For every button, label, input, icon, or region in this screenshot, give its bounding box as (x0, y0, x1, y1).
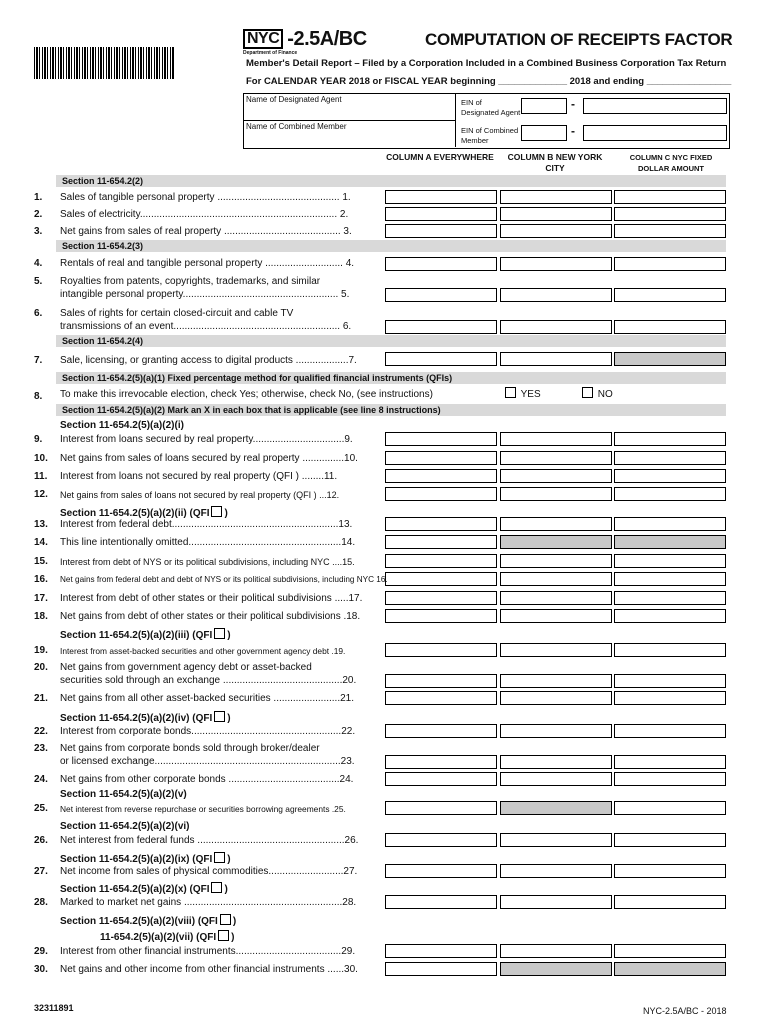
line-number: 17. (34, 593, 48, 604)
amount-field[interactable] (385, 554, 497, 568)
line-28-label: Marked to market net gains .........................................................28. (60, 897, 357, 908)
line-27-label: Net income from sales of physical commodities...........................27. (60, 866, 358, 877)
line-23-label: Net gains from corporate bonds sold through broker/dealer (60, 743, 320, 754)
line-number: 5. (34, 276, 43, 287)
amount-field[interactable] (500, 674, 612, 688)
line-10-label: Net gains from sales of loans secured by real property ...............10. (60, 453, 358, 464)
line-21-label: Net gains from all other asset-backed securities ........................21. (60, 693, 355, 704)
line-number: 11. (34, 471, 48, 482)
form-id: -2.5A/BC (287, 28, 367, 50)
line-5-label-cont: intangible personal property........................................................ 5. (60, 289, 350, 300)
line-number: 1. (34, 192, 43, 203)
amount-field[interactable] (385, 591, 497, 605)
subsection-label: Section 11-654.2(5)(a)(2)(iv) (QFI (60, 713, 213, 724)
amount-field[interactable] (614, 288, 726, 302)
line-13-label: Interest from federal debt............................................................13. (60, 519, 353, 530)
amount-field[interactable] (500, 591, 612, 605)
amount-field[interactable] (500, 554, 612, 568)
subsection-title: Section 11-654.2(5)(a)(2)(iv) (QFI ) (60, 713, 231, 724)
line-3-label: Net gains from sales of real property .......................................... 3. (60, 226, 352, 237)
barcode (34, 47, 174, 79)
amount-field[interactable] (385, 724, 497, 738)
ein-dash: - (571, 97, 575, 111)
line-14-label: This line intentionally omitted.......................................................14. (60, 537, 356, 548)
amount-field[interactable] (385, 864, 497, 878)
line-17-label: Interest from debt of other states or their political subdivisions .....17. (60, 593, 363, 604)
amount-field (500, 535, 612, 549)
subsection-title: Section 11-654.2(5)(a)(2)(v) (60, 789, 187, 800)
line-7-label: Sale, licensing, or granting access to digital products ...................7. (60, 355, 357, 366)
nyc-logo: NYC (243, 29, 283, 49)
no-option (580, 387, 613, 400)
amount-field[interactable] (385, 535, 497, 549)
form-code: 32311891 (34, 1003, 74, 1013)
amount-field[interactable] (385, 944, 497, 958)
line-number: 8. (34, 391, 43, 402)
amount-field[interactable] (385, 487, 497, 501)
amount-field[interactable] (500, 288, 612, 302)
subsection-label: 11-654.2(5)(a)(2)(vii) (QFI (100, 932, 217, 943)
line-8-label: To make this irrevocable election, check Yes; otherwise, check No, (see instructions) (60, 389, 433, 400)
line-6-label: Sales of rights for certain closed-circuit and cable TV (60, 308, 294, 319)
amount-field[interactable] (614, 207, 726, 221)
amount-field[interactable] (500, 352, 612, 366)
qfi-checkbox[interactable] (214, 628, 225, 639)
amount-field[interactable] (614, 833, 726, 847)
line-number: 16. (34, 574, 48, 585)
amount-field[interactable] (500, 451, 612, 465)
line-number: 6. (34, 308, 43, 319)
subsection-title: Section 11-654.2(5)(a)(2)(ii) (QFI ) (60, 508, 228, 519)
line-23-label-cont: or licensed exchange...................................................................23. (60, 756, 355, 767)
line-6-label-cont: transmissions of an event............................................................ 6. (60, 321, 352, 332)
no-checkbox[interactable] (582, 387, 593, 398)
amount-field[interactable] (500, 691, 612, 705)
section-header: Section 11-654.2(3) (56, 240, 726, 252)
subsection-label: Section 11-654.2(5)(a)(2)(x) (QFI (60, 884, 210, 895)
amount-field (614, 962, 726, 976)
amount-field[interactable] (614, 554, 726, 568)
amount-field[interactable] (385, 352, 497, 366)
amount-field (500, 801, 612, 815)
line-18-label: Net gains from debt of other states or their political subdivisions .18. (60, 611, 361, 622)
amount-field[interactable] (614, 609, 726, 623)
subsection-title: 11-654.2(5)(a)(2)(vii) (QFI ) (100, 932, 235, 943)
line-number: 9. (34, 434, 43, 445)
qfi-checkbox[interactable] (218, 930, 229, 941)
column-c-header: COLUMN C NYC FIXED DOLLAR AMOUNT (629, 153, 713, 173)
line-24-label: Net gains from other corporate bonds ........................................24. (60, 774, 354, 785)
line-26-label: Net interest from federal funds .....................................................26. (60, 835, 359, 846)
amount-field (614, 352, 726, 366)
subsection-title: Section 11-654.2(5)(a)(2)(vi) (60, 821, 190, 832)
line-number: 12. (34, 489, 48, 500)
line-1-label: Sales of tangible personal property ............................................ 1. (60, 192, 351, 203)
combined-member-label: Name of Combined Member (246, 122, 347, 131)
line-number: 10. (34, 453, 48, 464)
amount-field[interactable] (614, 895, 726, 909)
line-number: 30. (34, 964, 48, 975)
line-20-label: Net gains from government agency debt or asset-backed (60, 662, 312, 673)
line-2-label: Sales of electricity....................................................................... 2. (60, 209, 349, 220)
line-29-label: Interest from other financial instruments......................................29. (60, 946, 356, 957)
amount-field[interactable] (614, 572, 726, 586)
yes-label: YES (520, 389, 541, 400)
qfi-checkbox[interactable] (220, 914, 231, 925)
amount-field[interactable] (500, 224, 612, 238)
line-number: 28. (34, 897, 48, 908)
no-label: NO (597, 389, 613, 400)
amount-field[interactable] (385, 772, 497, 786)
subsection-title: Section 11-654.2(5)(a)(2)(x) (QFI ) (60, 884, 228, 895)
line-number: 2. (34, 209, 43, 220)
subsection-title: Section 11-654.2(5)(a)(2)(iii) (QFI ) (60, 630, 231, 641)
section-header: Section 11-654.2(5)(a)(1) Fixed percentage method for qualified financial instruments (QFIs) (56, 372, 726, 384)
line-15-label: Interest from debt of NYS or its political subdivisions, including NYC ....15. (60, 557, 355, 567)
line-number: 24. (34, 774, 48, 785)
subsection-label: Section 11-654.2(5)(a)(2)(ii) (QFI (60, 508, 210, 519)
department: Department of Finance (243, 50, 298, 56)
amount-field[interactable] (385, 801, 497, 815)
line-number: 25. (34, 803, 48, 814)
amount-field[interactable] (500, 432, 612, 446)
amount-field[interactable] (614, 755, 726, 769)
line-number: 18. (34, 611, 48, 622)
designated-agent-label: Name of Designated Agent (246, 95, 342, 104)
amount-field[interactable] (500, 190, 612, 204)
column-b-header: COLUMN B NEW YORK CITY (507, 152, 603, 173)
amount-field[interactable] (500, 864, 612, 878)
line-number: 29. (34, 946, 48, 957)
line-number: 27. (34, 866, 48, 877)
line-number: 23. (34, 743, 48, 754)
line-12-label: Net gains from sales of loans not secured by real property (QFI ) ...12. (60, 490, 340, 500)
line-5-label: Royalties from patents, copyrights, trademarks, and similar (60, 276, 321, 287)
amount-field[interactable] (500, 833, 612, 847)
amount-field[interactable] (500, 207, 612, 221)
amount-field[interactable] (385, 755, 497, 769)
amount-field[interactable] (500, 469, 612, 483)
form-footer: NYC-2.5A/BC - 2018 (643, 1006, 727, 1016)
section-header: Section 11-654.2(2) (56, 175, 726, 187)
qfi-checkbox[interactable] (211, 506, 222, 517)
amount-field[interactable] (614, 517, 726, 531)
line-number: 7. (34, 355, 43, 366)
amount-field[interactable] (500, 944, 612, 958)
subsection-label: Section 11-654.2(5)(a)(2)(viii) (QFI (60, 916, 218, 927)
qfi-checkbox[interactable] (214, 711, 225, 722)
amount-field[interactable] (385, 224, 497, 238)
qfi-checkbox[interactable] (211, 882, 222, 893)
amount-field[interactable] (385, 643, 497, 657)
amount-field[interactable] (614, 224, 726, 238)
line-number: 19. (34, 645, 48, 656)
form-subtitle: Member's Detail Report – Filed by a Corporation Included in a Combined Business Corporation Tax Return (246, 58, 727, 69)
line-11-label: Interest from loans not secured by real property (QFI ) ........11. (60, 471, 338, 482)
line-number: 22. (34, 726, 48, 737)
line-19-label: Interest from asset-backed securities and other government agency debt .19. (60, 646, 346, 656)
section-header: Section 11-654.2(4) (56, 335, 726, 347)
ein-combined-prefix[interactable] (521, 125, 567, 141)
amount-field[interactable] (614, 487, 726, 501)
amount-field[interactable] (385, 432, 497, 446)
amount-field[interactable] (614, 320, 726, 334)
ein-combined-label: EIN of Combined Member (461, 126, 519, 145)
amount-field[interactable] (614, 674, 726, 688)
subsection-label: Section 11-654.2(5)(a)(2)(ix) (QFI (60, 854, 213, 865)
line-16-label: Net gains from federal debt and debt of NYS or its political subdivisions, including NYC 16. (60, 575, 388, 584)
amount-field[interactable] (614, 772, 726, 786)
amount-field[interactable] (500, 724, 612, 738)
amount-field[interactable] (385, 190, 497, 204)
column-a-header: COLUMN A EVERYWHERE (386, 152, 494, 162)
line-number: 14. (34, 537, 48, 548)
amount-field[interactable] (500, 487, 612, 501)
qfi-checkbox[interactable] (214, 852, 225, 863)
ein-designated-prefix[interactable] (521, 98, 567, 114)
amount-field[interactable] (500, 772, 612, 786)
line-number: 3. (34, 226, 43, 237)
amount-field[interactable] (385, 962, 497, 976)
amount-field[interactable] (614, 691, 726, 705)
amount-field[interactable] (614, 190, 726, 204)
line-20-label-cont: securities sold through an exchange ...........................................20. (60, 675, 357, 686)
amount-field[interactable] (614, 469, 726, 483)
amount-field[interactable] (500, 755, 612, 769)
amount-field[interactable] (614, 724, 726, 738)
amount-field[interactable] (385, 207, 497, 221)
yes-option (503, 387, 541, 400)
ein-combined-suffix[interactable] (583, 125, 727, 141)
amount-field[interactable] (385, 833, 497, 847)
section-header: Section 11-654.2(5)(a)(2) Mark an X in each box that is applicable (see line 8 instructions) (56, 404, 726, 416)
form-title: COMPUTATION OF RECEIPTS FACTOR (425, 30, 733, 49)
amount-field[interactable] (385, 451, 497, 465)
subsection-title: Section 11-654.2(5)(a)(2)(ix) (QFI ) (60, 854, 231, 865)
amount-field[interactable] (500, 257, 612, 271)
amount-field[interactable] (614, 864, 726, 878)
amount-field (500, 962, 612, 976)
amount-field[interactable] (500, 895, 612, 909)
line-25-label: Net interest from reverse repurchase or securities borrowing agreements .25. (60, 804, 346, 814)
amount-field[interactable] (385, 895, 497, 909)
amount-field[interactable] (385, 674, 497, 688)
line-number: 20. (34, 662, 48, 673)
amount-field[interactable] (614, 432, 726, 446)
subsection-label: Section 11-654.2(5)(a)(2)(iii) (QFI (60, 630, 213, 641)
line-number: 13. (34, 519, 48, 530)
amount-field[interactable] (500, 320, 612, 334)
amount-field[interactable] (385, 288, 497, 302)
tax-period: For CALENDAR YEAR 2018 or FISCAL YEAR beginning _____________ 2018 and ending ________________ (246, 76, 732, 87)
amount-field[interactable] (385, 691, 497, 705)
amount-field[interactable] (614, 643, 726, 657)
amount-field[interactable] (385, 572, 497, 586)
line-4-label: Rentals of real and tangible personal property ............................ 4. (60, 258, 355, 269)
amount-field[interactable] (500, 572, 612, 586)
line-number: 15. (34, 556, 48, 567)
amount-field[interactable] (500, 517, 612, 531)
ein-designated-label: EIN of Designated Agent (461, 98, 521, 117)
amount-field[interactable] (614, 257, 726, 271)
ein-dash: - (571, 124, 575, 138)
amount-field[interactable] (500, 643, 612, 657)
amount-field[interactable] (385, 469, 497, 483)
form-number (243, 28, 367, 51)
ein-designated-suffix[interactable] (583, 98, 727, 114)
amount-field[interactable] (385, 320, 497, 334)
amount-field[interactable] (500, 609, 612, 623)
amount-field[interactable] (614, 944, 726, 958)
amount-field (614, 535, 726, 549)
line-number: 21. (34, 693, 48, 704)
amount-field[interactable] (614, 591, 726, 605)
line-number: 26. (34, 835, 48, 846)
amount-field[interactable] (614, 451, 726, 465)
yes-checkbox[interactable] (505, 387, 516, 398)
line-30-label: Net gains and other income from other financial instruments ......30. (60, 964, 358, 975)
amount-field[interactable] (385, 517, 497, 531)
amount-field[interactable] (385, 257, 497, 271)
line-number: 4. (34, 258, 43, 269)
amount-field[interactable] (614, 801, 726, 815)
line-9-label: Interest from loans secured by real property.................................9. (60, 434, 353, 445)
subsection-title: Section 11-654.2(5)(a)(2)(i) (60, 420, 184, 431)
amount-field[interactable] (385, 609, 497, 623)
line-22-label: Interest from corporate bonds......................................................22. (60, 726, 356, 737)
subsection-title: Section 11-654.2(5)(a)(2)(viii) (QFI ) (60, 916, 237, 927)
